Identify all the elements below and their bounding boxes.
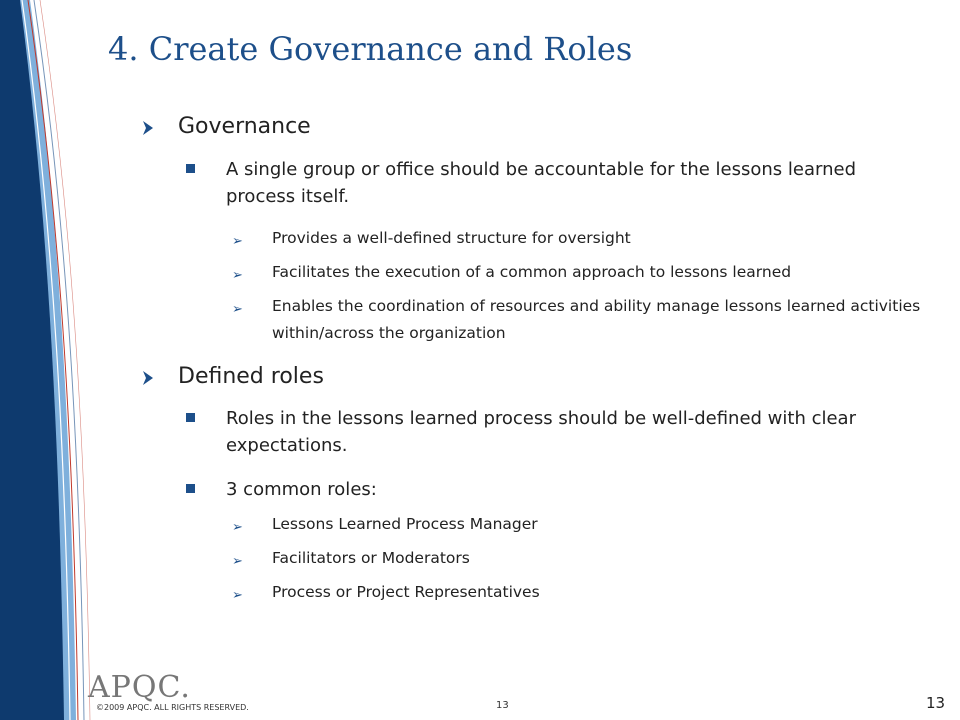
chevron-right-icon — [140, 370, 156, 386]
square-bullet-icon — [186, 484, 195, 493]
arrow-bullet-icon: ➢ — [232, 268, 243, 283]
sub-bullet-text: Process or Project Representatives — [272, 583, 540, 601]
bullet-text: 3 common roles: — [226, 479, 377, 500]
sub-bullet-text: Facilitators or Moderators — [272, 549, 470, 567]
square-bullet-icon — [186, 413, 195, 422]
sub-bullet-point — [232, 511, 922, 538]
sub-bullet-point — [232, 225, 922, 252]
page-number-center: 13 — [496, 700, 509, 711]
sub-bullet-text: Enables the coordination of resources and ability manage lessons learned activities within/across the organization — [272, 297, 921, 342]
sub-bullet-text: Provides a well-defined structure for oversight — [272, 229, 631, 247]
sub-bullet-text: Lessons Learned Process Manager — [272, 515, 538, 533]
left-decorative-band — [0, 0, 100, 720]
bullet-point — [186, 156, 906, 210]
sub-bullet-point — [232, 259, 922, 286]
section-heading-text: Governance — [178, 114, 311, 139]
chevron-right-icon — [140, 120, 156, 136]
arrow-bullet-icon: ➢ — [232, 234, 243, 249]
sub-bullet-text: Facilitates the execution of a common approach to lessons learned — [272, 263, 792, 281]
bullet-text: Roles in the lessons learned process should be well-defined with clear expectations. — [226, 408, 856, 456]
square-bullet-icon — [186, 164, 195, 173]
sub-bullet-point — [232, 545, 922, 572]
arrow-bullet-icon: ➢ — [232, 520, 243, 535]
arrow-bullet-icon: ➢ — [232, 554, 243, 569]
bullet-text: A single group or office should be accountable for the lessons learned process itself. — [226, 159, 857, 207]
section-heading-text: Defined roles — [178, 364, 324, 389]
page-number-right: 13 — [926, 694, 946, 712]
slide-title: 4. Create Governance and Roles — [108, 30, 633, 68]
sub-bullet-point — [232, 579, 922, 606]
apqc-logo: APQC. — [88, 670, 191, 705]
sub-bullet-point — [232, 293, 922, 347]
copyright-text: ©2009 APQC. ALL RIGHTS RESERVED. — [96, 703, 249, 712]
bullet-point — [186, 476, 906, 503]
arrow-bullet-icon: ➢ — [232, 302, 243, 317]
bullet-point — [186, 405, 906, 459]
arrow-bullet-icon: ➢ — [232, 588, 243, 603]
